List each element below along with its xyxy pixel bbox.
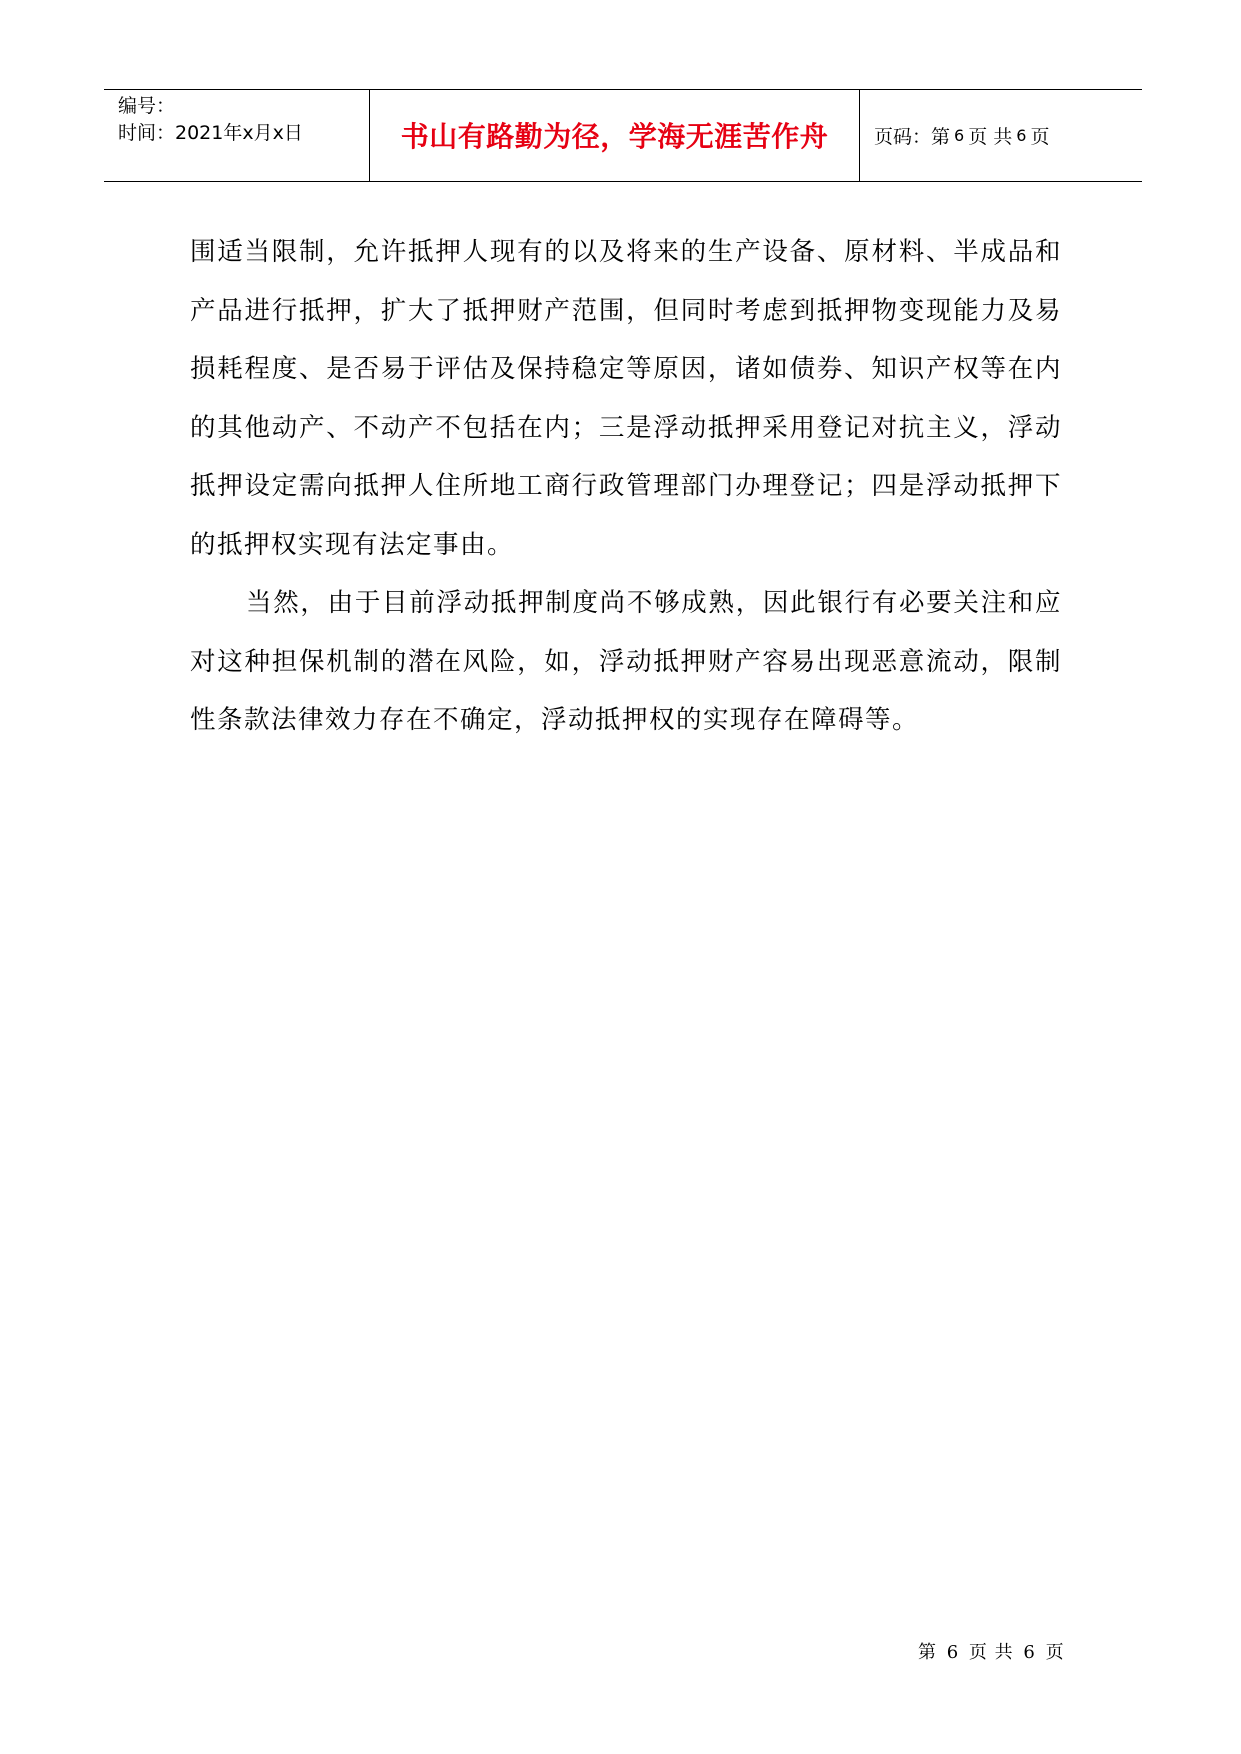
- header-page-mid: 页 共: [968, 125, 1013, 148]
- footer-suffix: 页: [1045, 1642, 1065, 1663]
- footer-page-total: 6: [1023, 1642, 1036, 1663]
- page-header: [104, 89, 1142, 182]
- header-meta: [118, 93, 368, 147]
- header-page-total: 6: [1016, 125, 1027, 145]
- header-divider-left: [369, 90, 370, 181]
- header-page-suffix: 页: [1030, 125, 1050, 148]
- header-divider-right: [859, 90, 860, 181]
- document-number-label: 编号：: [118, 95, 176, 117]
- document-body: [190, 223, 1062, 750]
- header-motto: 书山有路勤为径，学海无涯苦作舟: [400, 120, 829, 153]
- header-page-indicator: [874, 90, 1049, 180]
- header-page-prefix: 页码：第: [874, 125, 951, 148]
- document-time-label: 时间：2021年x月x日: [118, 122, 303, 144]
- footer-mid: 页 共: [968, 1642, 1014, 1663]
- header-page-current: 6: [954, 125, 965, 145]
- footer-prefix: 第: [918, 1642, 937, 1663]
- paragraph-2: 当然，由于目前浮动抵押制度尚不够成熟，因此银行有必要关注和应对这种担保机制的潜在风险，如，浮动抵押财产容易出现恶意流动，限制性条款法律效力存在不确定，浮动抵押权的实现存在障碍等。: [190, 588, 1062, 735]
- page-footer: [918, 1638, 1065, 1664]
- footer-page-current: 6: [946, 1642, 960, 1663]
- paragraph-1: 围适当限制，允许抵押人现有的以及将来的生产设备、原材料、半成品和产品进行抵押，扩大了抵押财产范围，但同时考虑到抵押物变现能力及易损耗程度、是否易于评估及保持稳定等原因，诸如债券、知识产权等在内的其他动产、不动产不包括在内；三是浮动抵押采用登记对抗主义，浮动抵押设定需向抵押人住所地工商行政管理部门办理登记；四是浮动抵押下的抵押权实现有法定事由。: [190, 237, 1062, 560]
